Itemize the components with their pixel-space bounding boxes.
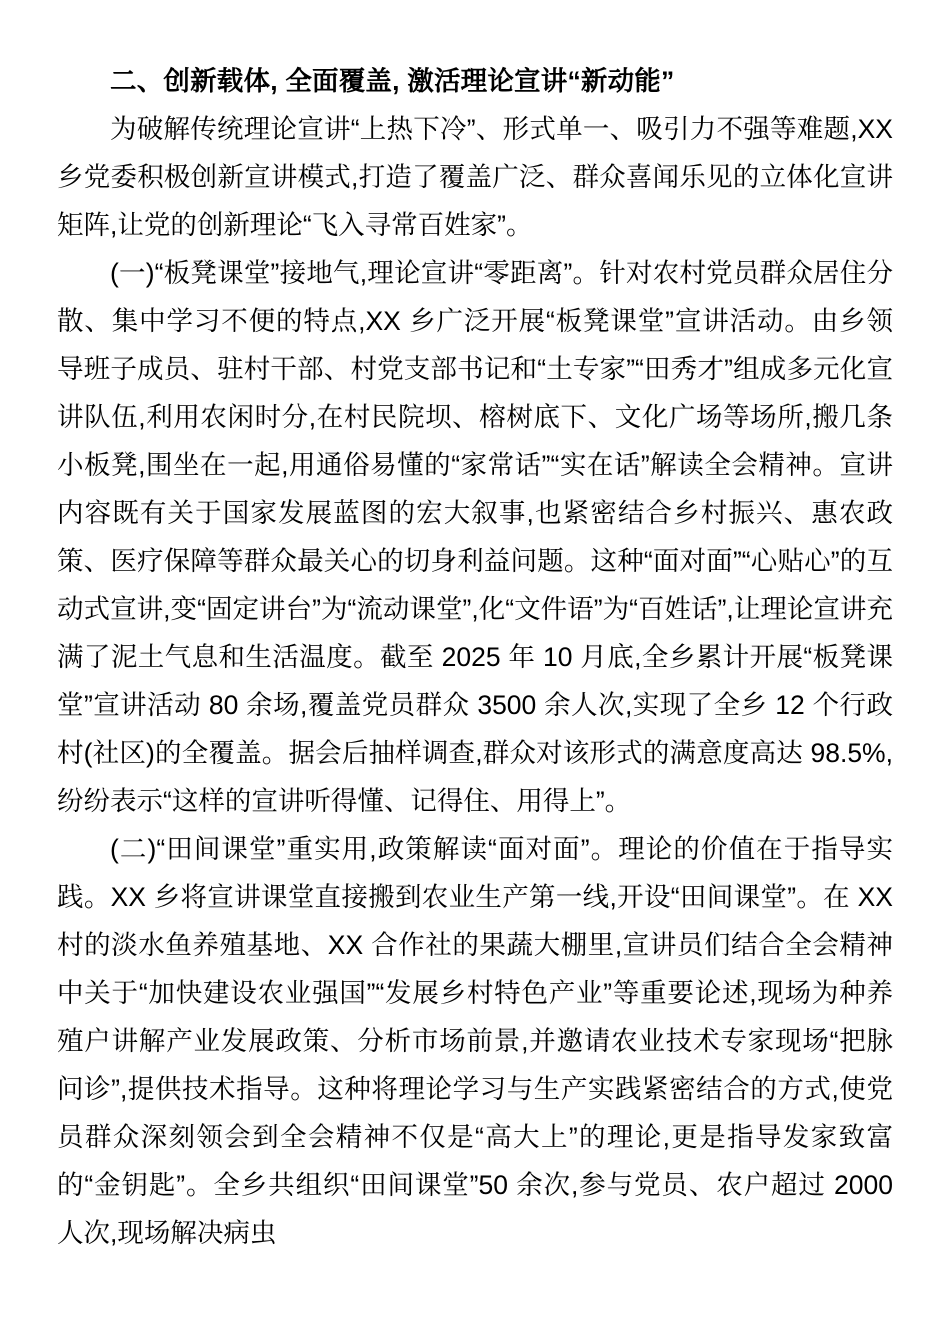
subsection-two-paragraph: (二)“田间课堂”重实用,政策解读“面对面”。理论的价值在于指导实践。XX 乡将宣讲课堂直接搬到农业生产第一线,开设“田间课堂”。在 XX 村的淡水鱼养殖基地、XX 合作社的果蔬大棚里,宣讲员们结合全会精神中关于“加快建设农业强国”“发展乡村特色产业”等重要论述,现场为种养殖户讲解产业发展政策、分析市场前景,并邀请农业技术专家现场“把脉问诊”,提供技术指导。这种将理论学习与生产实践紧密结合的方式,使党员群众深刻领会到全会精神不仅是“高大上”的理论,更是指导发家致富的“金钥匙”。全乡共组织“田间课堂”50 余次,参与党员、农户超过 2000 人次,现场解决病虫 <box>57 834 893 1248</box>
subsection-one-paragraph: (一)“板凳课堂”接地气,理论宣讲“零距离”。针对农村党员群众居住分散、集中学习不便的特点,XX 乡广泛开展“板凳课堂”宣讲活动。由乡领导班子成员、驻村干部、村党支部书记和“土专家”“田秀才”组成多元化宣讲队伍,利用农闲时分,在村民院坝、榕树底下、文化广场等场所,搬几条小板凳,围坐在一起,用通俗易懂的“家常话”“实在话”解读全会精神。宣讲内容既有关于国家发展蓝图的宏大叙事,也紧密结合乡村振兴、惠农政策、医疗保障等群众最关心的切身利益问题。这种“面对面”“心贴心”的互动式宣讲,变“固定讲台”为“流动课堂”,化“文件语”为“百姓话”,让理论宣讲充满了泥土气息和生活温度。截至 2025 年 10 月底,全乡累计开展“板凳课堂”宣讲活动 80 余场,覆盖党员群众 3500 余人次,实现了全乡 12 个行政村(社区)的全覆盖。据会后抽样调查,群众对该形式的满意度高达 98.5%,纷纷表示“这样的宣讲听得懂、记得住、用得上”。 <box>57 258 893 816</box>
intro-paragraph: 为破解传统理论宣讲“上热下冷”、形式单一、吸引力不强等难题,XX 乡党委积极创新宣讲模式,打造了覆盖广泛、群众喜闻乐见的立体化宣讲矩阵,让党的创新理论“飞入寻常百姓家”。 <box>57 114 893 240</box>
document-body <box>57 57 893 1257</box>
section-heading-two: 二、创新载体, 全面覆盖, 激活理论宣讲“新动能” <box>110 66 675 96</box>
